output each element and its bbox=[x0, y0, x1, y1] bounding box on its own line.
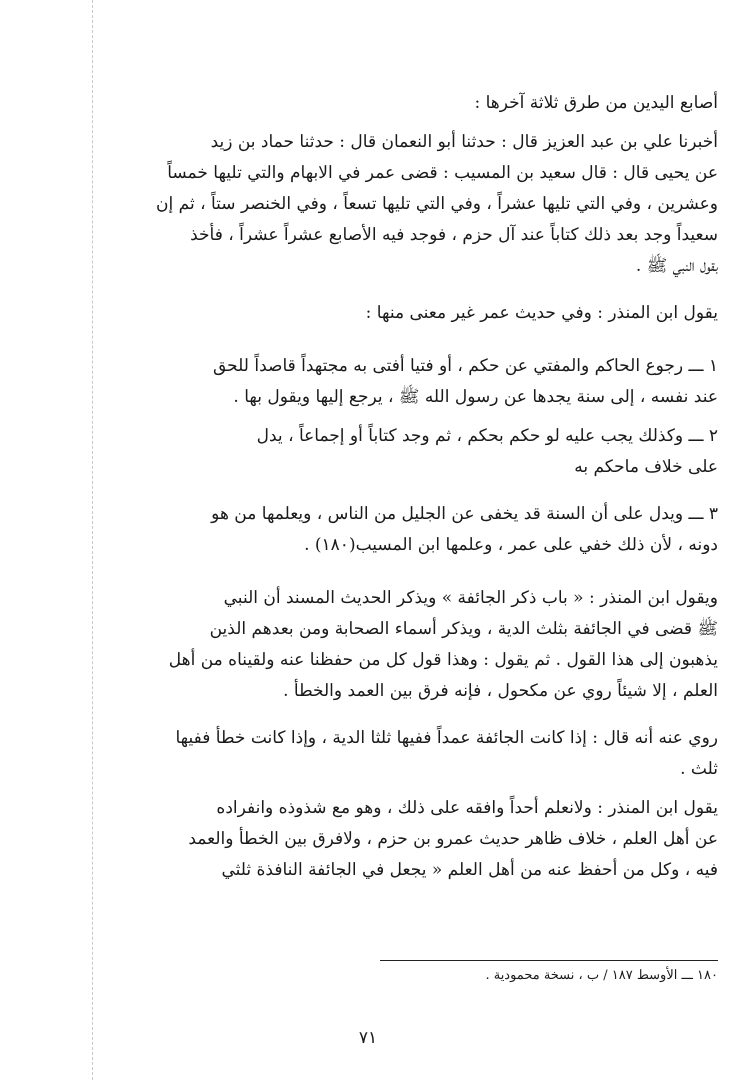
text-line: ثلث . bbox=[680, 759, 718, 779]
text-line: يذهبون إلى هذا القول . ثم يقول : وهذا قول كل من حفظنا عنه ولقيناه من أهل bbox=[168, 650, 718, 670]
footnote: ١٨٠ ـــ الأوسط ١٨٧ / ب ، نسخة محمودية . bbox=[485, 968, 718, 983]
text-line: ١ ـــ رجوع الحاكم والمفتي عن حكم ، أو فتيا أفتى به مجتهداً قاصداً للحق bbox=[213, 356, 718, 376]
point-2 bbox=[118, 421, 718, 483]
text-line: على خلاف ماحكم به bbox=[574, 457, 718, 477]
text-line: يقول ابن المنذر : ولانعلم أحداً وافقه على ذلك ، وهو مع شذوذه وانفراده bbox=[216, 798, 718, 818]
text-line: عن يحيى قال : قال سعيد بن المسيب : قضى عمر في الابهام والتي تليها خمساً bbox=[167, 163, 718, 183]
paragraph-ibn-almundhir bbox=[118, 298, 718, 329]
paragraph-conclusion bbox=[118, 793, 718, 886]
paragraph-makhul bbox=[118, 723, 718, 785]
text-line: سعيداً وجد بعد ذلك كتاباً عند آل حزم ، فوجد فيه الأصابع عشراً عشراً ، فأخذ bbox=[190, 225, 718, 245]
text-line: دونه ، لأن ذلك خفي على عمر ، وعلمها ابن المسيب(١٨٠) . bbox=[304, 535, 718, 555]
text-line: ﷺ قضى في الجائفة بثلث الدية ، ويذكر أسماء الصحابة ومن بعدهم الذين bbox=[209, 619, 718, 639]
text-line: ٣ ـــ ويدل على أن السنة قد يخفى عن الجليل من الناس ، ويعلمها من هو bbox=[211, 504, 718, 524]
text-line: العلم ، إلا شيئاً روي عن مكحول ، فإنه فرق بين العمد والخطأ . bbox=[283, 681, 718, 701]
text-line: يقول ابن المنذر : وفي حديث عمر غير معنى منها : bbox=[365, 303, 718, 323]
text-line: وعشرين ، وفي التي تليها عشراً ، وفي التي تليها تسعاً ، وفي الخنصر ستاً ، ثم إن bbox=[156, 194, 718, 214]
text-line: عن أهل العلم ، خلاف ظاهر حديث عمرو بن حزم ، ولافرق بين الخطأ والعمد bbox=[188, 829, 718, 849]
text-line: عند نفسه ، إلى سنة يجدها عن رسول الله ﷺ ، يرجع إليها ويقول بها . bbox=[233, 387, 718, 407]
text-line: أصابع اليدين من طرق ثلاثة آخرها : bbox=[474, 93, 718, 113]
paragraph-jaifa bbox=[118, 583, 718, 707]
page-edge-line bbox=[92, 0, 93, 1080]
page-body bbox=[118, 88, 718, 886]
paragraph-intro bbox=[118, 88, 718, 119]
footnote-separator bbox=[380, 960, 718, 961]
point-3 bbox=[118, 499, 718, 561]
paragraph-hadith bbox=[118, 127, 718, 282]
page-number: ٧١ bbox=[358, 1028, 378, 1048]
point-1 bbox=[118, 351, 718, 413]
text-line: ويقول ابن المنذر : « باب ذكر الجائفة » ويذكر الحديث المسند أن النبي bbox=[223, 588, 718, 608]
text-line: ٢ ـــ وكذلك يجب عليه لو حكم بحكم ، ثم وجد كتاباً أو إجماعاً ، يدل bbox=[256, 426, 718, 446]
text-line: أخبرنا علي بن عبد العزيز قال : حدثنا أبو النعمان قال : حدثنا حماد بن زيد bbox=[210, 132, 718, 152]
text-line: بقول النبي ﷺ . bbox=[635, 256, 718, 276]
text-line: روي عنه أنه قال : إذا كانت الجائفة عمداً ففيها ثلثا الدية ، وإذا كانت خطأ ففيها bbox=[175, 728, 718, 748]
text-line: فيه ، وكل من أحفظ عنه من أهل العلم « يجعل في الجائفة النافذة ثلثي bbox=[221, 860, 718, 880]
